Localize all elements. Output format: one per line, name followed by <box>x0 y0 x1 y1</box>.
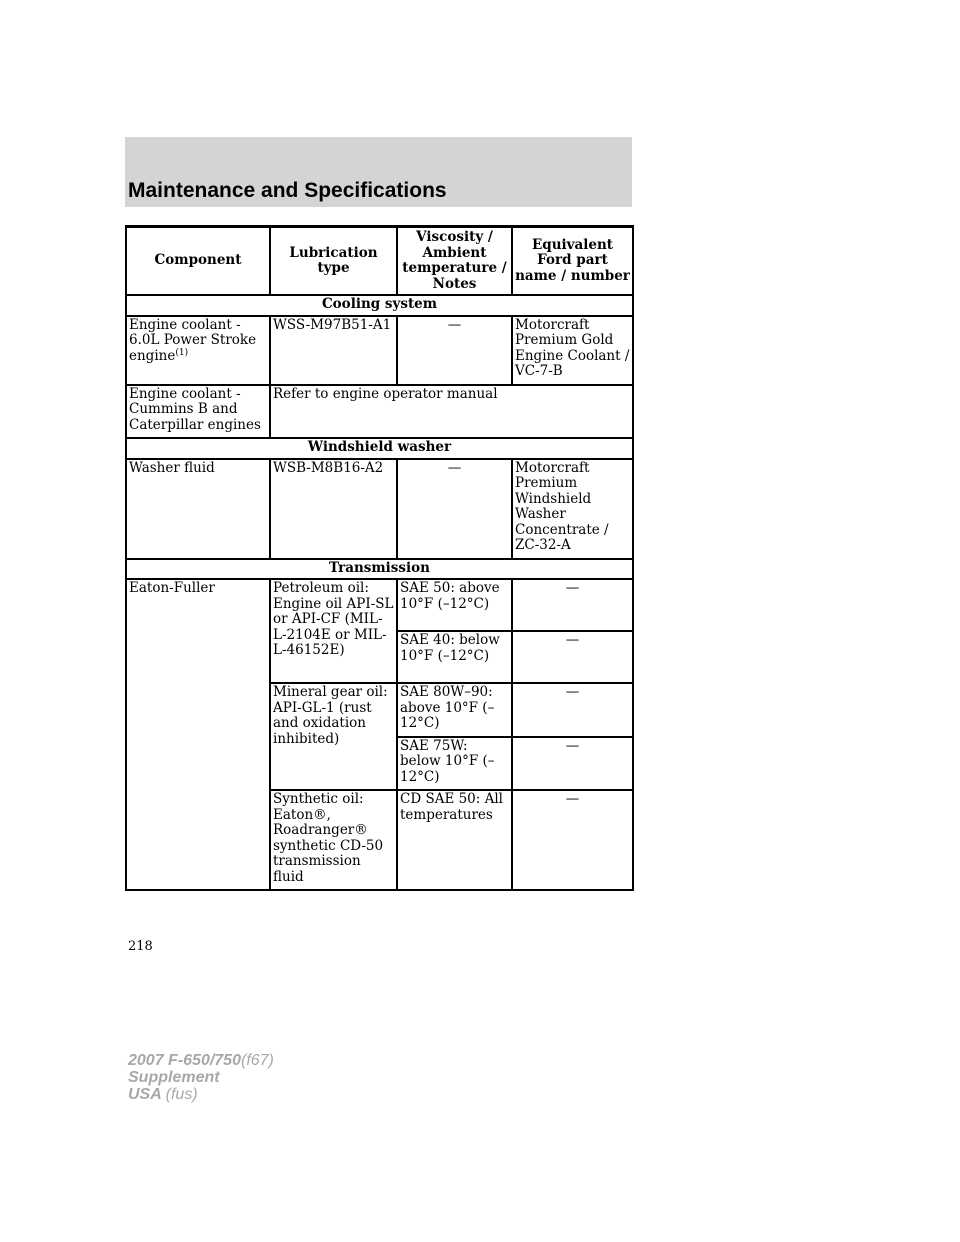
cell-note: Refer to engine operator manual <box>270 385 633 439</box>
cell-lubrication: WSB-M8B16-A2 <box>270 459 397 559</box>
footer-model-code-text: (f67) <box>240 1052 274 1069</box>
footer-line-region <box>128 1086 274 1103</box>
section-row-transmission <box>126 559 633 580</box>
table-row <box>126 459 633 559</box>
section-title-washer: Windshield washer <box>126 438 633 459</box>
table-row <box>126 579 633 631</box>
cell-lubrication: Mineral gear oil: API-GL-1 (rust and oxidation inhibited) <box>270 683 397 790</box>
footnote-marker: (1) <box>175 347 189 358</box>
cell-lubrication: Synthetic oil: Eaton®, Roadranger® synthetic CD-50 transmission fluid <box>270 790 397 890</box>
cell-part: Motorcraft Premium Windshield Washer Concentrate / ZC-32-A <box>512 459 633 559</box>
footer-model: 2007 F-650/750 <box>128 1052 241 1069</box>
cell-part: Motorcraft Premium Gold Engine Coolant / VC-7-B <box>512 316 633 385</box>
cell-lubrication: Petroleum oil: Engine oil API-SL or API-CF (MIL-L-2104E or MIL-L-46152E) <box>270 579 397 683</box>
cell-viscosity: CD SAE 50: All temperatures <box>397 790 512 890</box>
cell-part: — <box>512 737 633 791</box>
document-footer <box>128 1052 274 1103</box>
column-header-viscosity: Viscosity / Ambient temperature / Notes <box>397 227 512 296</box>
footer-region: USA <box>128 1086 162 1103</box>
footer-model-code <box>241 1052 274 1069</box>
cell-lubrication: WSS-M97B51-A1 <box>270 316 397 385</box>
section-row-washer <box>126 438 633 459</box>
section-title-cooling: Cooling system <box>126 295 633 316</box>
cell-component: Eaton-Fuller <box>126 579 270 890</box>
column-header-lubrication-type: Lubrication type <box>270 227 397 296</box>
cell-part: — <box>512 579 633 631</box>
cell-viscosity: SAE 50: above 10°F (–12°C) <box>397 579 512 631</box>
cell-viscosity: SAE 80W–90: above 10°F (–12°C) <box>397 683 512 737</box>
footer-line-model <box>128 1052 274 1069</box>
component-text: Engine coolant - 6.0L Power Stroke engine <box>129 316 257 364</box>
table-header-row <box>126 227 633 296</box>
footer-supplement: Supplement <box>128 1069 220 1086</box>
cell-part: — <box>512 683 633 737</box>
column-header-component: Component <box>126 227 270 296</box>
cell-viscosity: SAE 75W: below 10°F (–12°C) <box>397 737 512 791</box>
cell-part: — <box>512 790 633 890</box>
footer-region-code: (fus) <box>165 1086 198 1103</box>
table-row <box>126 316 633 385</box>
page-title: Maintenance and Specifications <box>128 179 447 202</box>
cell-part: — <box>512 631 633 683</box>
cell-viscosity: SAE 40: below 10°F (–12°C) <box>397 631 512 683</box>
cell-viscosity: — <box>397 459 512 559</box>
cell-viscosity: — <box>397 316 512 385</box>
specifications-table <box>125 225 634 891</box>
cell-component <box>126 316 270 385</box>
table-row <box>126 385 633 439</box>
cell-component: Engine coolant - Cummins B and Caterpillar engines <box>126 385 270 439</box>
section-title-transmission: Transmission <box>126 559 633 580</box>
cell-component: Washer fluid <box>126 459 270 559</box>
page-number: 218 <box>128 939 153 954</box>
section-row-cooling <box>126 295 633 316</box>
column-header-ford-part: Equivalent Ford part name / number <box>512 227 633 296</box>
